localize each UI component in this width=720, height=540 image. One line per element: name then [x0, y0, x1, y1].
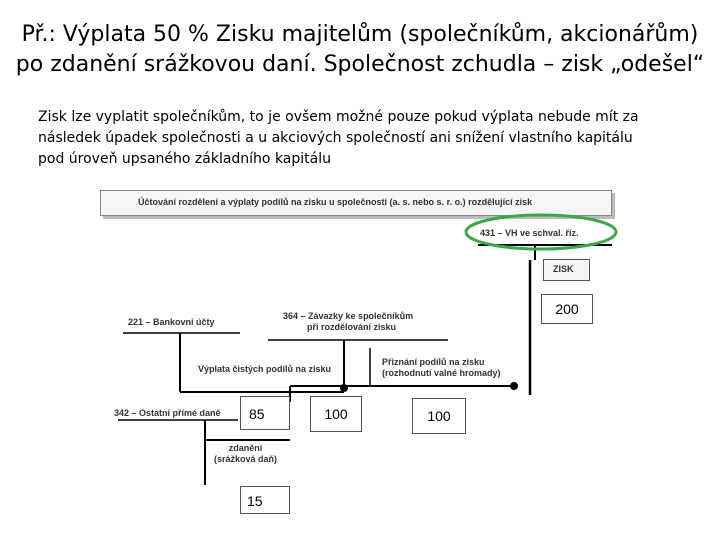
- body-line-3: pod úroveň upsaného základního kapitálu: [38, 151, 331, 167]
- tax-line-1: zdanění: [228, 443, 263, 453]
- account-221-label: 221 – Bankovní účty: [128, 317, 215, 327]
- value-box-200: 200: [541, 294, 593, 324]
- allocation-line-1: Přiznání podílů na zisku: [382, 357, 485, 367]
- value-box-100-a: 100: [310, 396, 362, 432]
- account-364-label: [283, 311, 413, 333]
- value-box-15: 15: [240, 486, 290, 514]
- value-box-100-b: 100: [412, 398, 466, 434]
- allocation-line-2: (rozhodnutí valné hromady): [382, 368, 501, 378]
- account-364-line-1: 364 – Závazky ke společníkům: [283, 311, 414, 321]
- account-431-label: 431 – VH ve schval. říz.: [480, 228, 579, 238]
- payout-label: Výplata čistých podílů na zisku: [198, 364, 332, 374]
- value-box-85: 85: [240, 396, 290, 430]
- account-342-label: 342 – Ostatní přímé daně: [114, 408, 221, 418]
- title-line-2: po zdanění srážkovou daní. Společnost zchudla – zisk „odešel“: [15, 52, 705, 77]
- title-line-1: Př.: Výplata 50 % Zisku majitelům (společníkům, akcionářům): [21, 22, 699, 47]
- account-364-line-2: při rozdělování zisku: [307, 322, 397, 332]
- allocation-label: [382, 357, 501, 379]
- tax-line-2: (srážková daň): [214, 454, 278, 464]
- body-line-1: Zisk lze vyplatit společníkům, to je ovšem možné pouze pokud výplata nebude mít za: [38, 109, 639, 125]
- body-line-2: následek úpadek společnosti a u akciových společností ani snížení vlastního kapitálu: [38, 130, 633, 146]
- tax-label: [214, 443, 277, 465]
- diagram-header: Účtování rozdělení a výplaty podílů na zisku u společnosti (a. s. nebo s. r. o.) rozdělující zisk: [138, 197, 533, 207]
- zisk-label: ZISK: [553, 264, 574, 274]
- allocation-arrow-dot: [510, 382, 518, 390]
